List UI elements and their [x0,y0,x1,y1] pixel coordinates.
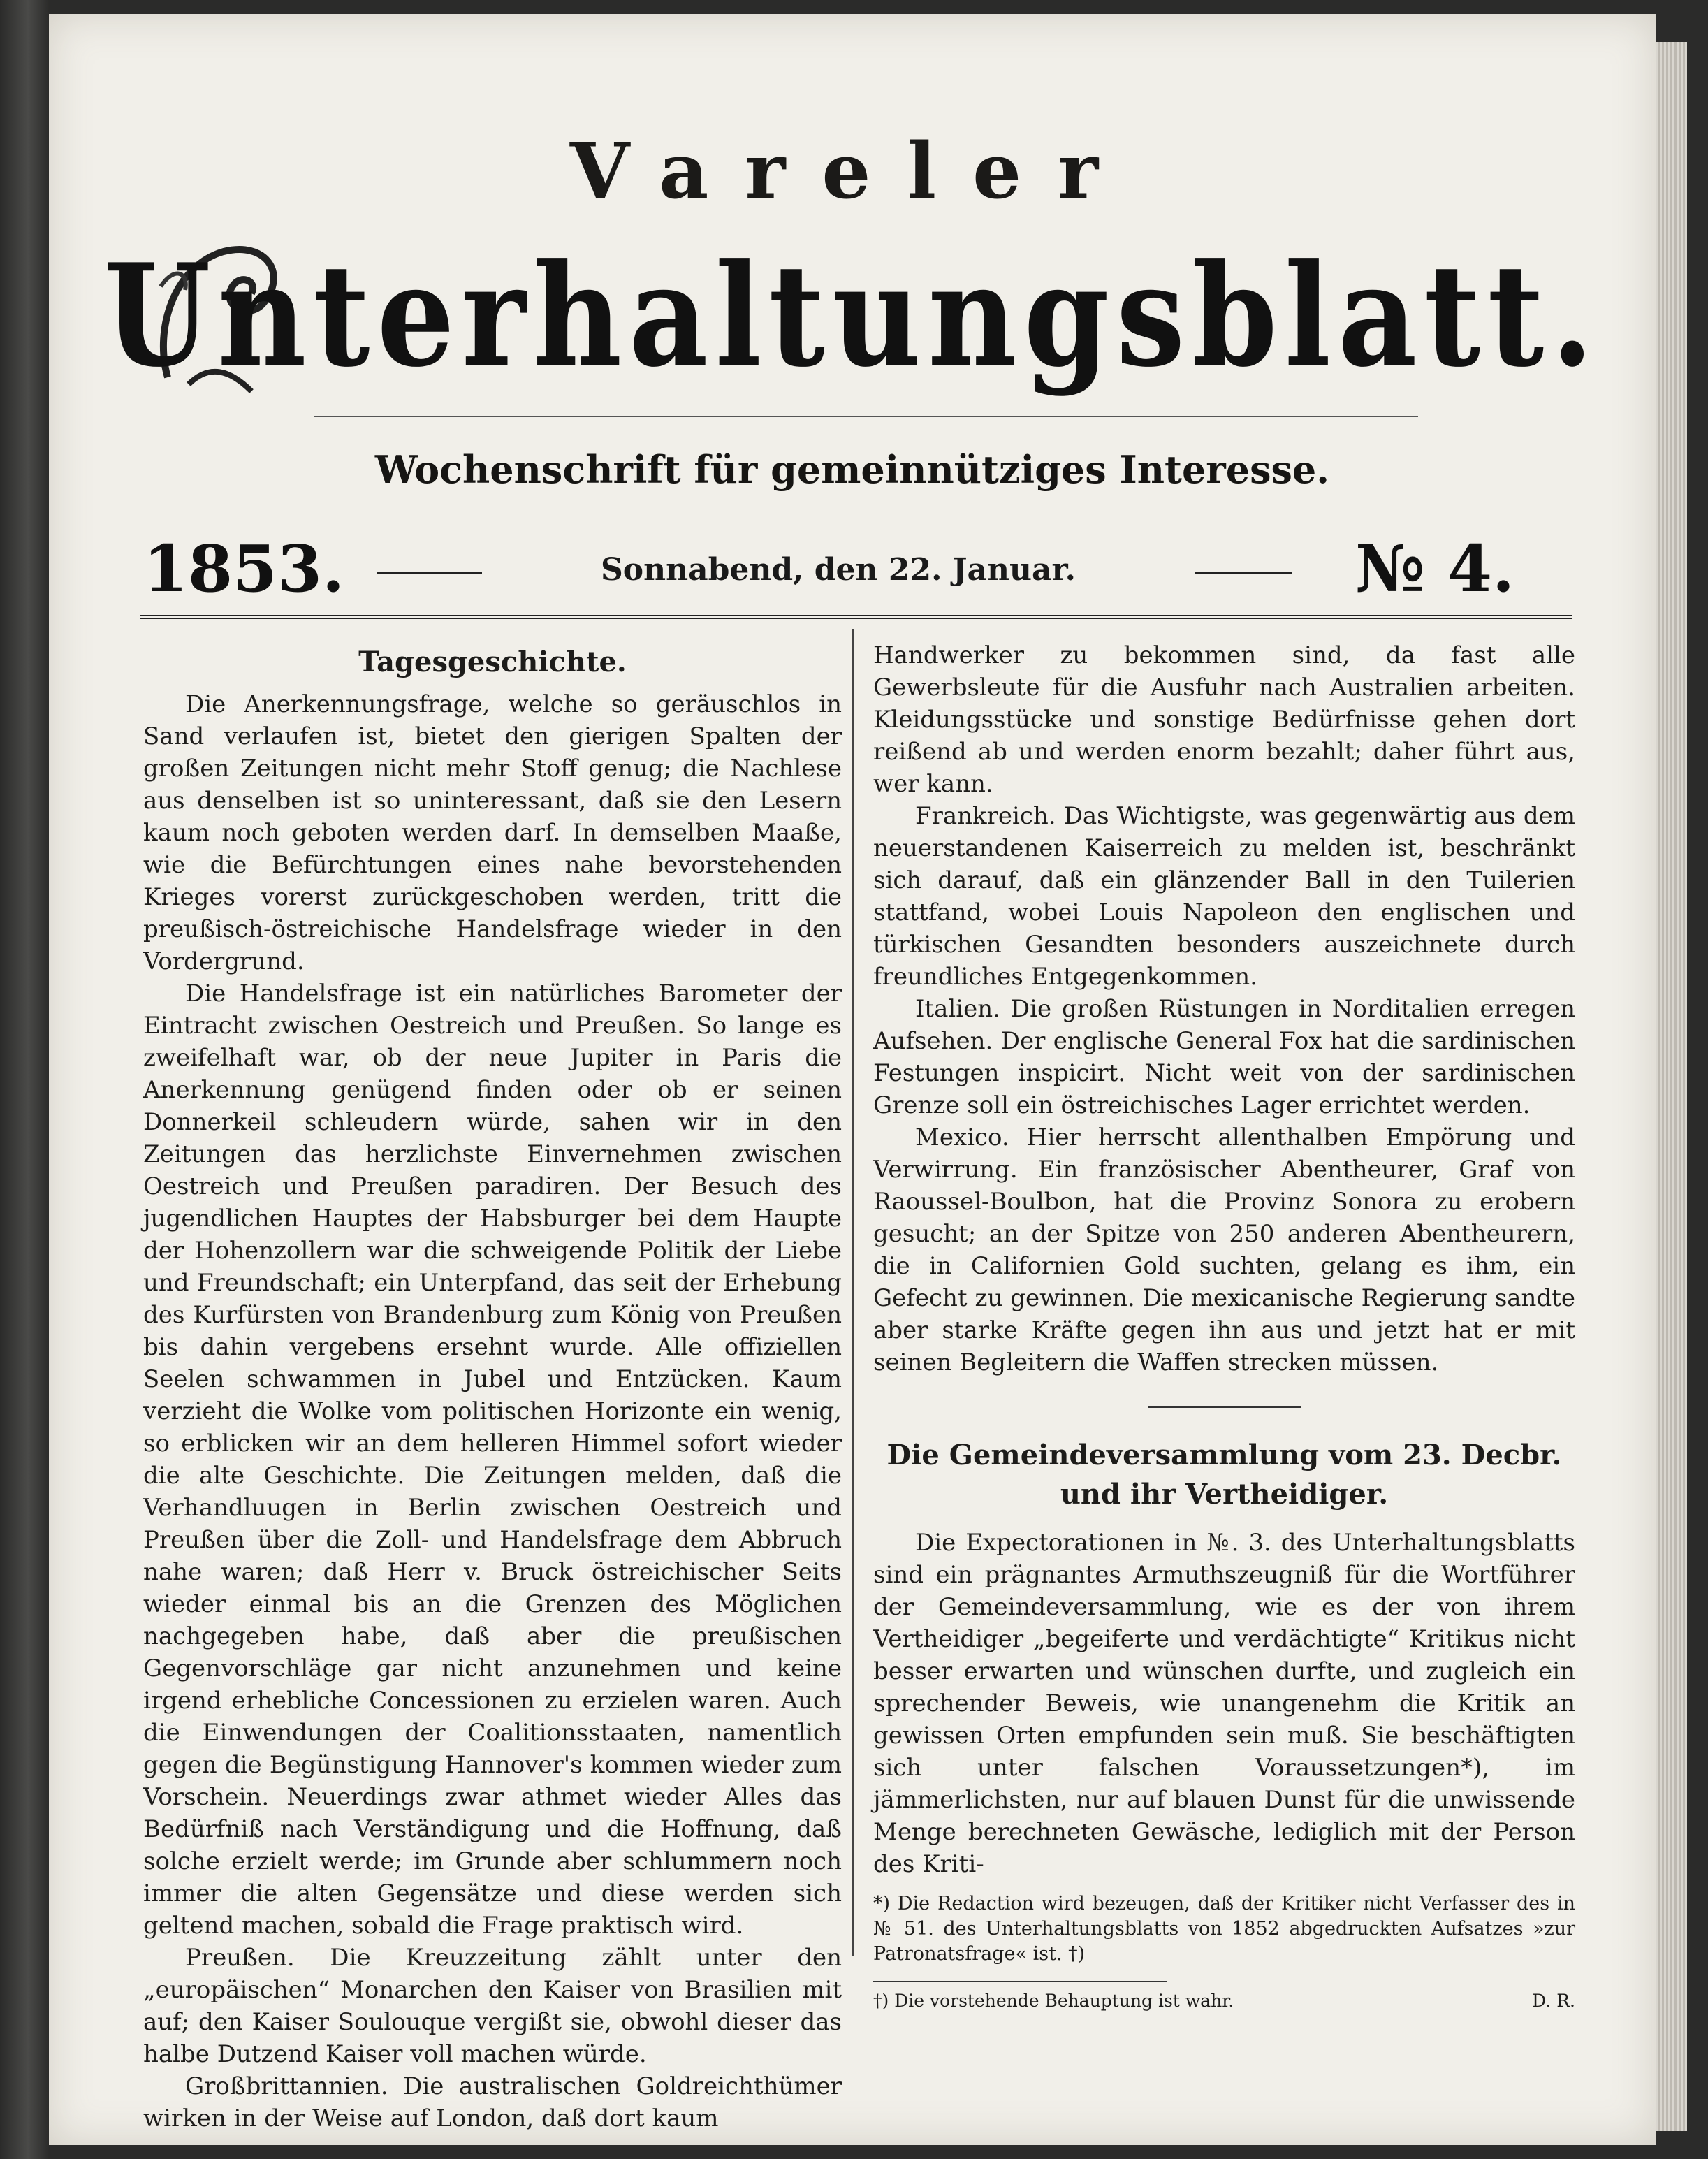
footnote-editorial-text: †) Die vorstehende Behauptung ist wahr. [873,1991,1234,2011]
issue-date: Sonnabend, den 22. Januar. [601,552,1076,588]
dateline [49,531,1656,608]
dateline-rule-left [377,572,482,574]
column-separator [852,629,854,1956]
footnote-editorial-signature: D. R. [1532,1991,1575,2011]
masthead-rule [314,416,1418,417]
footnote-editorial [873,1989,1575,2013]
paragraph: Die Expectorationen in №. 3. des Unterhaltungsblatts sind ein prägnantes Armuthszeugniß für die Wortführer der Gemeindeversammlung, wie es der von ihrem Vertheidiger „begeiferte und verdächtigte“ Kritikus nicht besser erwarten und wünschen durfte, und zugleich ein sprechender Beweis, wie unangenehm die Kritik an gewissen Orten empfunden sein muß. Sie beschäftigten sich unter falschen Voraussetzungen*), im jämmerlichsten, nur auf blauen Dunst für die unwissende Menge berechneten Gewäsche, lediglich mit der Person des Kriti- [873,1529,1575,1878]
section-heading-tagesgeschichte: Tagesgeschichte. [358,646,627,678]
paragraph: Frankreich. Das Wichtigste, was gegenwärtig aus dem neuerstandenen Kaiserreich zu melden ist, beschränkt sich darauf, daß ein glänzender Ball in den Tuilerien stattfand, wobei Louis Napoleon den englischen und türkischen Gesandten besonders auszeichnete durch freundliches Entgegenkommen. [873,802,1575,991]
section-divider [1148,1406,1301,1408]
issue-number: № 4. [1355,531,1515,606]
newspaper-page [49,14,1656,2145]
masthead-title-large: Unterhaltungsblatt. [103,233,1601,399]
dateline-rule-right [1195,572,1292,574]
paragraph: Italien. Die großen Rüstungen in Norditalien erregen Aufsehen. Der englische General Fox hat die sardinischen Festungen inspicirt. Nicht weit von der sardinischen Grenze soll ein östreichisches Lager errichtet werden. [873,995,1575,1119]
paragraph: Handwerker zu bekommen sind, da fast alle Gewerbsleute für die Ausfuhr nach Australien arbeiten. Kleidungsstücke und sonstige Bedürfnisse gehen dort reißend ab und werden enorm bezahlt; daher führt aus, wer kann. [873,641,1575,798]
paragraph: Die Anerkennungsfrage, welche so geräuschlos in Sand verlaufen ist, bietet den gierigen Spalten der großen Zeitungen nicht mehr Stoff genug; die Nachlese aus denselben ist so uninteressant, daß sie den Lesern kaum noch geboten werden darf. In demselben Maaße, wie die Befürchtungen eines nahe bevorstehenden Krieges vorerst zurückgeschoben werden, tritt die preußisch-östreichische Handelsfrage wieder in den Vordergrund. [143,690,842,975]
paragraph: Preußen. Die Kreuzzeitung zählt unter den „europäischen“ Monarchen den Kaiser von Brasilien mit auf; den Kaiser Soulouque vergißt sie, obwohl dieser das halbe Dutzend Kaiser voll machen würde. [143,1944,842,2068]
section-heading-gemeindeversammlung: Die Gemeindeversammlung vom 23. Decbr. und ihr Vertheidiger. [886,1439,1562,1511]
header-double-rule [140,615,1572,619]
masthead-title-small: Vareler [569,126,1135,216]
footnote-rule [873,1981,1167,1982]
right-column [873,639,1575,2013]
left-column [143,639,842,2135]
paragraph: Mexico. Hier herrscht allenthalben Empörung und Verwirrung. Ein französischer Abentheurer, Graf von Raoussel-Boulbon, hat die Provinz Sonora zu erobern gesucht; an der Spitze von 250 anderen Abentheurern, die in Californien Gold suchten, gelang es ihm, ein Gefecht zu gewinnen. Die mexicanische Regierung sandte aber starke Kräfte gegen ihn aus und jetzt hat er mit seinen Begleitern die Waffen strecken müssen. [873,1124,1575,1376]
paragraph: Großbrittannien. Die australischen Goldreichthümer wirken in der Weise auf London, daß dort kaum [143,2072,842,2132]
footnote: *) Die Redaction wird bezeugen, daß der Kritiker nicht Verfasser des in № 51. des Unterhaltungsblatts von 1852 abgedruckten Aufsatzes »zur Patronatsfrage« ist. †) [873,1893,1575,1965]
paragraph: Die Handelsfrage ist ein natürliches Barometer der Eintracht zwischen Oestreich und Preußen. So lange es zweifelhaft war, ob der neue Jupiter in Paris die Anerkennung genügend finden oder ob er seinen Donnerkeil schleudern würde, sahen wir in den Zeitungen das herzlichste Einvernehmen zwischen Oestreich und Preußen paradiren. Der Besuch des jugendlichen Hauptes der Habsburger bei dem Haupte der Hohenzollern war die schweigende Politik der Liebe und Freundschaft; ein Unterpfand, das seit der Erhebung des Kurfürsten von Brandenburg zum König von Preußen bis dahin vergebens ersehnt wurde. Alle offiziellen Seelen schwammen in Jubel und Entzücken. Kaum verzieht die Wolke vom politischen Horizonte ein wenig, so erblicken wir an dem helleren Himmel sofort wieder die alte Geschichte. Die Zeitungen melden, daß die Verhandluugen in Berlin zwischen Oestreich und Preußen über die Zoll- und Handelsfrage dem Abbruch nahe waren; daß Herr v. Bruck östreichischer Seits wieder einmal bis an die Grenzen des Möglichen nachgegeben habe, daß aber die preußischen Gegenvorschläge gar nicht anzunehmen und keine irgend erhebliche Concessionen zu erzielen waren. Auch die Einwendungen der Coalitionsstaaten, namentlich gegen die Begünstigung Hannover's kommen wieder zum Vorschein. Neuerdings zwar athmet wieder Alles das Bedürfniß nach Verständigung und die Hoffnung, daß solche erzielt werde; im Grunde aber schlummern noch immer die alten Gegensätze und diese werden sich geltend machen, sobald die Frage praktisch wird. [143,980,842,1940]
issue-year: 1853. [143,531,345,606]
page-edge [1656,42,1687,2131]
masthead-subtitle: Wochenschrift für gemeinnütziges Interesse. [374,447,1330,492]
